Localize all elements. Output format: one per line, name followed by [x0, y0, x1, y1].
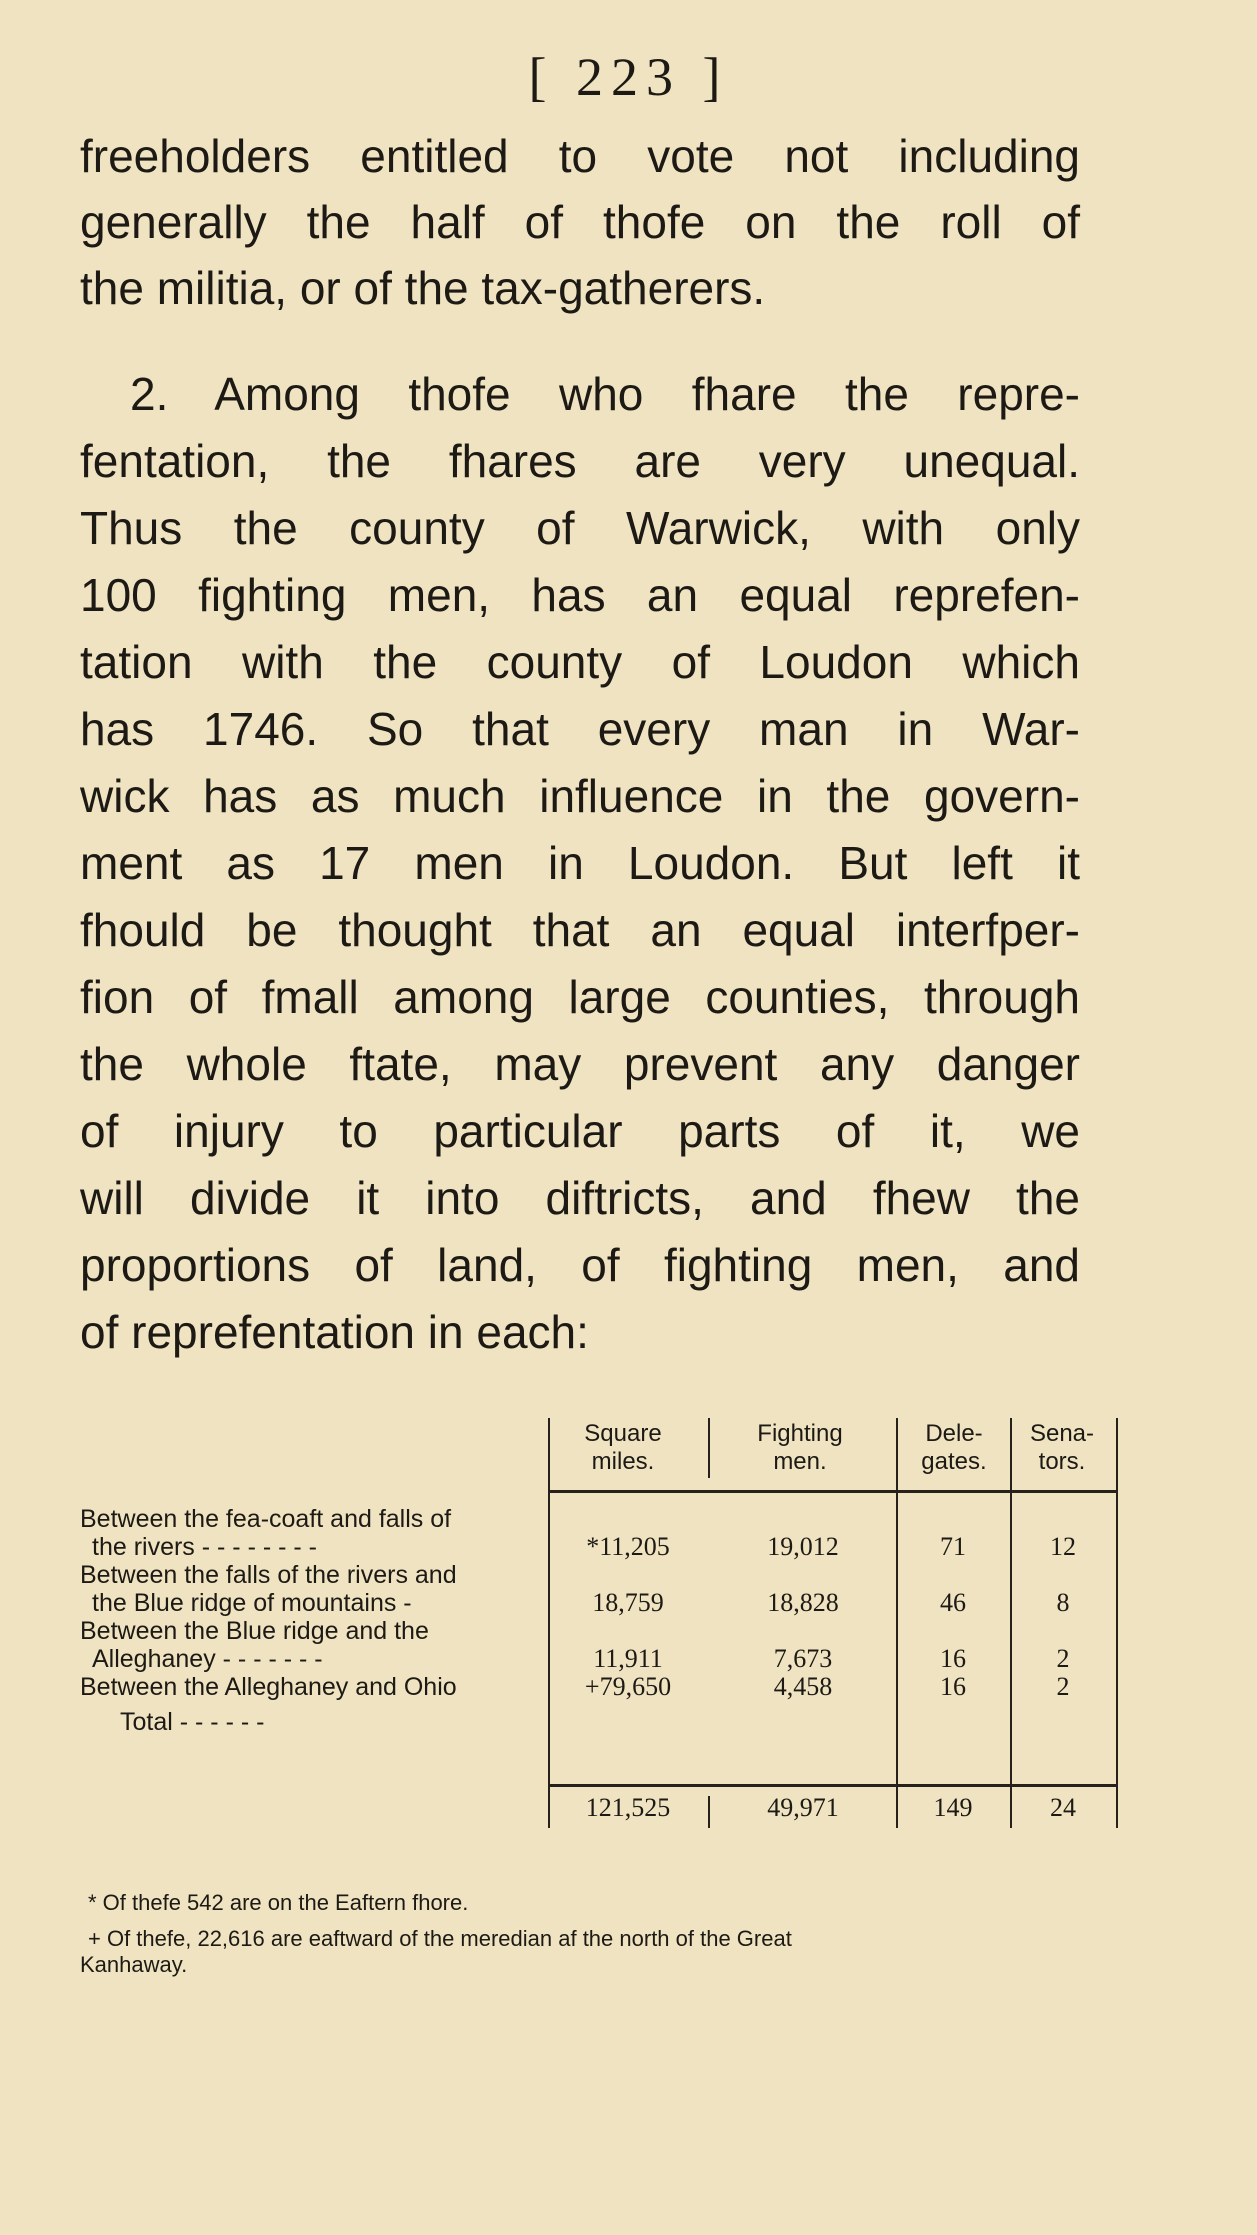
cell-square-miles: *11,205: [586, 1532, 670, 1561]
cell-senators: 8: [1056, 1588, 1070, 1617]
footnote: + Of thefe, 22,616 are eaftward of the meredian af the north of the Great: [88, 1926, 792, 1951]
row-label: Alleghaney - - - - - - -: [92, 1645, 323, 1673]
text-line: ment as 17 men in Loudon. But left it: [80, 837, 1080, 889]
column-header-delegates: [904, 1420, 1004, 1476]
cell-senators: 2: [1056, 1644, 1070, 1673]
column-header-line: Sena-: [1029, 1420, 1095, 1447]
cell-fighting-men: 19,012: [767, 1532, 839, 1561]
row-label: the rivers - - - - - - - -: [92, 1533, 317, 1561]
cell-delegates: 71: [940, 1532, 966, 1561]
text-line: 100 fighting men, has an equal reprefen-: [80, 569, 1080, 621]
total-rule: [548, 1784, 1116, 1787]
text-line: generally the half of thofe on the roll of: [80, 196, 1080, 248]
text-line: the militia, or of the tax-gatherers.: [80, 262, 766, 314]
column-header-fighting-men: [710, 1420, 890, 1476]
cell-delegates: 16: [940, 1672, 966, 1701]
text-line: of reprefentation in each:: [80, 1306, 589, 1358]
total-senators: 24: [1050, 1793, 1076, 1822]
row-label: Between the falls of the rivers and: [80, 1561, 457, 1589]
column-rule: [1010, 1418, 1012, 1828]
text-line: proportions of land, of fighting men, and: [80, 1239, 1080, 1291]
cell-fighting-men: 18,828: [767, 1588, 839, 1617]
cell-senators: 2: [1056, 1672, 1070, 1701]
total-delegates: 149: [933, 1793, 973, 1822]
text-line: the whole ftate, may prevent any danger: [80, 1038, 1080, 1090]
column-rule: [548, 1418, 550, 1828]
text-line: fion of fmall among large counties, through: [80, 971, 1080, 1023]
column-header-line: men.: [773, 1448, 827, 1475]
text-line: fhould be thought that an equal interfper-: [80, 904, 1080, 956]
column-header-line: Fighting: [757, 1420, 843, 1447]
column-rule: [896, 1418, 898, 1828]
total-square-miles: 121,525: [585, 1793, 671, 1822]
page-number: [ 223 ]: [528, 47, 729, 107]
column-rule: [1116, 1418, 1118, 1828]
cell-fighting-men: 7,673: [773, 1644, 833, 1673]
cell-square-miles: +79,650: [584, 1672, 672, 1701]
row-label: Between the Blue ridge and the: [80, 1617, 429, 1645]
cell-senators: 12: [1050, 1532, 1076, 1561]
column-header-line: miles.: [591, 1448, 655, 1475]
row-label: Between the fea-coaft and falls of: [80, 1505, 452, 1533]
cell-delegates: 16: [940, 1644, 966, 1673]
text-line: of injury to particular parts of it, we: [80, 1105, 1080, 1157]
column-header-senators: [1012, 1420, 1112, 1476]
column-header-line: Square: [584, 1420, 662, 1447]
cell-square-miles: 18,759: [592, 1588, 664, 1617]
text-line: fentation, the fhares are very unequal.: [80, 435, 1080, 487]
row-label: Between the Alleghaney and Ohio: [80, 1673, 457, 1701]
row-label: the Blue ridge of mountains -: [92, 1589, 412, 1617]
column-rule: [708, 1418, 710, 1478]
cell-square-miles: 11,911: [593, 1644, 663, 1673]
text-line: Thus the county of Warwick, with only: [80, 502, 1080, 554]
cell-fighting-men: 4,458: [773, 1672, 833, 1701]
header-rule: [548, 1490, 1116, 1493]
column-header-line: gates.: [921, 1448, 987, 1475]
text-line: freeholders entitled to vote not including: [80, 130, 1080, 182]
row-label-total: Total - - - - - -: [120, 1708, 265, 1736]
text-line: wick has as much influence in the govern-: [80, 770, 1080, 822]
footnote: Kanhaway.: [80, 1952, 188, 1977]
footnote: * Of thefe 542 are on the Eaftern fhore.: [88, 1890, 469, 1915]
text-line: tation with the county of Loudon which: [80, 636, 1080, 688]
column-header-line: tors.: [1038, 1448, 1086, 1475]
column-header-square-miles: [548, 1420, 698, 1476]
total-fighting-men: 49,971: [767, 1793, 839, 1822]
text-line: has 1746. So that every man in War-: [80, 703, 1080, 755]
text-line: 2. Among thofe who fhare the repre-: [130, 368, 1080, 420]
column-header-line: Dele-: [925, 1420, 983, 1447]
text-line: will divide it into diftricts, and fhew the: [80, 1172, 1080, 1224]
cell-delegates: 46: [940, 1588, 966, 1617]
